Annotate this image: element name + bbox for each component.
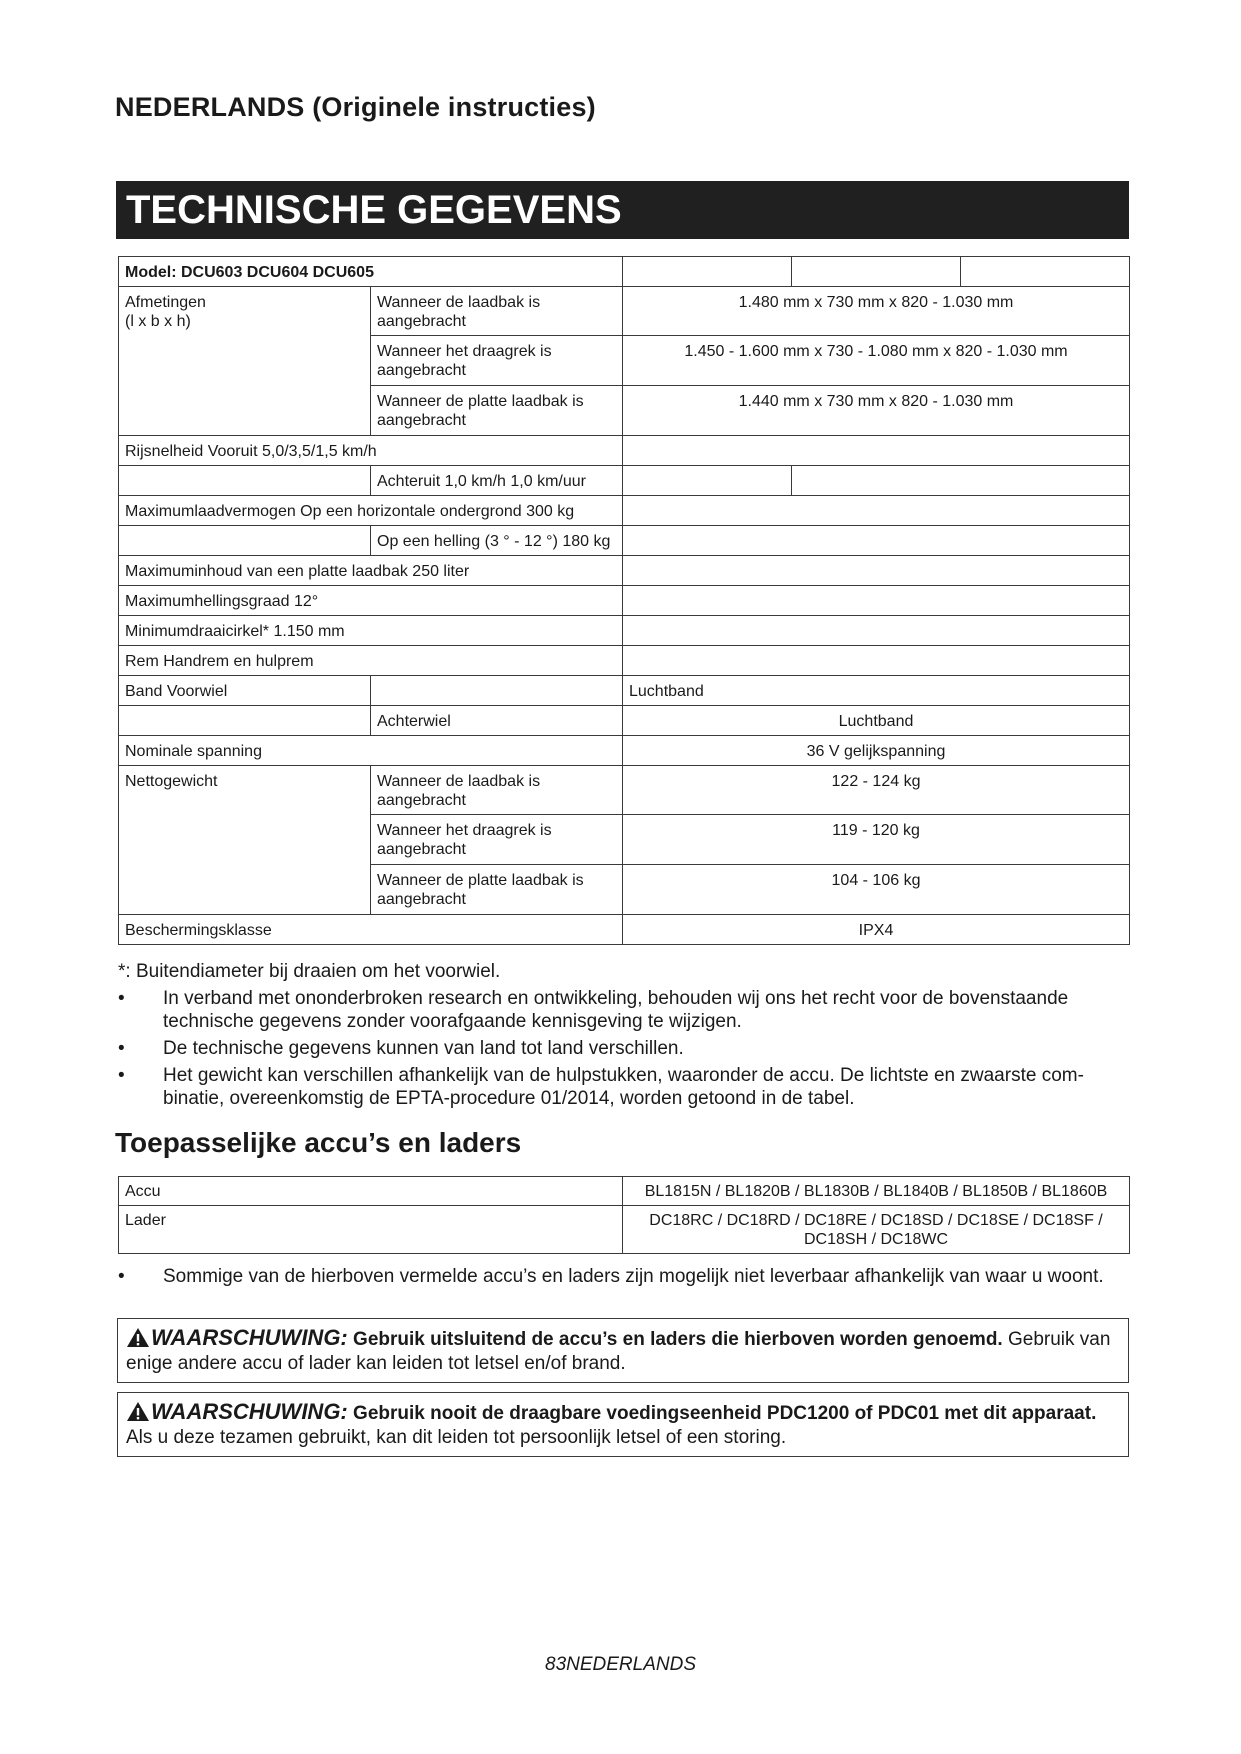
table-row [119, 556, 1130, 586]
dimensions-label: Afmetingen [125, 294, 206, 311]
charger-value: DC18RC / DC18RD / DC18RE / DC18SD / DC18SE / DC18SF / DC18SH / DC18WC [623, 1206, 1130, 1254]
warning-triangle-icon [126, 1327, 150, 1348]
table-row [119, 257, 1130, 287]
bullet-icon: • [118, 1065, 125, 1086]
empty-cell [371, 436, 623, 466]
list-item [118, 1064, 1128, 1110]
table-row [119, 616, 1130, 646]
empty-cell [623, 526, 1130, 556]
table-row [119, 526, 1130, 556]
table-row [119, 706, 1130, 736]
dimensions-label-cell [119, 287, 371, 436]
dimensions-value: 1.450 - 1.600 mm x 730 - 1.080 mm x 820 - 1.030 mm [623, 336, 1130, 386]
max-load-slope-cell: Op een helling (3 ° - 12 °) 180 kg [371, 526, 623, 556]
table-row [119, 1206, 1130, 1254]
page-footer: 83NEDERLANDS [545, 1654, 696, 1675]
weight-label: Nettogewicht [119, 766, 371, 915]
list-item [118, 1265, 1128, 1288]
dimensions-value: 1.440 mm x 730 mm x 820 - 1.030 mm [623, 386, 1130, 436]
weight-value: 104 - 106 kg [623, 865, 1130, 915]
speed-forward-cell: Rijsnelheid Vooruit 5,0/3,5/1,5 km/h [119, 436, 371, 466]
weight-condition: Wanneer het draagrek is aangebracht [371, 815, 623, 865]
brake-cell: Rem Handrem en hulprem [119, 646, 623, 676]
bullet-icon: • [118, 1038, 125, 1059]
warning-bold-text: Gebruik uitsluitend de accu’s en laders die hierboven worden genoemd. [353, 1329, 1003, 1350]
battery-value: BL1815N / BL1820B / BL1830B / BL1840B / BL1850B / BL1860B [623, 1177, 1130, 1206]
voltage-label: Nominale spanning [119, 736, 623, 766]
speed-reverse-cell: Achteruit 1,0 km/h 1,0 km/uur [371, 466, 623, 496]
empty-cell [623, 556, 1130, 586]
warning-title: WAARSCHUWING: [151, 1399, 348, 1424]
weight-condition: Wanneer de platte laadbak is aangebracht [371, 865, 623, 915]
notes-list [118, 987, 1128, 1114]
weight-condition: Wanneer de laadbak is aangebracht [371, 766, 623, 815]
table-row [119, 676, 1130, 706]
empty-cell [119, 706, 371, 736]
turning-circle-cell: Minimumdraaicirkel* 1.150 mm [119, 616, 623, 646]
specifications-table [118, 256, 1130, 945]
empty-cell [623, 616, 1130, 646]
footnote: *: Buitendiameter bij draaien om het voorwiel. [118, 961, 501, 982]
model-cell: Model: DCU603 DCU604 DCU605 [119, 257, 623, 287]
empty-cell [623, 466, 792, 496]
warning-bold-text: Gebruik nooit de draagbare voedingseenheid PDC1200 of PDC01 met dit apparaat. [353, 1403, 1097, 1424]
dimensions-condition: Wanneer de laadbak is aangebracht [371, 287, 623, 336]
empty-cell [119, 466, 371, 496]
list-item [118, 1037, 1128, 1060]
empty-cell [623, 646, 1130, 676]
charger-label: Lader [119, 1206, 623, 1254]
table-row [119, 915, 1130, 945]
empty-cell [792, 257, 961, 287]
list-item [118, 987, 1128, 1033]
tire-front-value: Luchtband [623, 676, 1130, 706]
empty-cell [119, 526, 371, 556]
tire-rear-value: Luchtband [623, 706, 1130, 736]
warning-triangle-icon [126, 1401, 150, 1422]
empty-cell [792, 466, 1130, 496]
battery-label: Accu [119, 1177, 623, 1206]
section-title-banner: TECHNISCHE GEGEVENS [116, 181, 1129, 239]
tire-rear-label: Achterwiel [371, 706, 623, 736]
empty-cell [623, 436, 1130, 466]
batteries-notes [118, 1265, 1128, 1292]
dimensions-condition: Wanneer het draagrek is aangebracht [371, 336, 623, 386]
weight-value: 122 - 124 kg [623, 766, 1130, 815]
language-header: NEDERLANDS (Originele instructies) [115, 92, 596, 122]
protection-value: IPX4 [623, 915, 1130, 945]
table-row [119, 646, 1130, 676]
batteries-table [118, 1176, 1130, 1254]
table-row [119, 287, 1130, 336]
table-row [119, 466, 1130, 496]
max-volume-cell: Maximuminhoud van een platte laadbak 250 liter [119, 556, 623, 586]
note-text: De technische gegevens kunnen van land tot land verschillen. [163, 1038, 684, 1059]
warning-title: WAARSCHUWING: [151, 1325, 348, 1350]
batteries-heading: Toepasselijke accu’s en laders [115, 1127, 522, 1158]
empty-cell [623, 257, 792, 287]
table-row [119, 436, 1130, 466]
empty-cell [623, 496, 1130, 526]
warning-text: Gebruik van enige andere accu of lader kan leiden tot letsel en/of brand. [126, 1329, 1111, 1374]
max-load-flat-cell: Maximumlaadvermogen Op een horizontale ondergrond 300 kg [119, 496, 371, 526]
weight-value: 119 - 120 kg [623, 815, 1130, 865]
empty-cell [371, 676, 623, 706]
table-row [119, 1177, 1130, 1206]
bullet-icon: • [118, 1266, 125, 1287]
max-grade-cell: Maximumhellingsgraad 12° [119, 586, 623, 616]
dimensions-value: 1.480 mm x 730 mm x 820 - 1.030 mm [623, 287, 1130, 336]
note-text: Sommige van de hierboven vermelde accu’s en laders zijn mogelijk niet leverbaar afhankelijk van waar u woont. [163, 1266, 1104, 1287]
empty-cell [961, 257, 1130, 287]
bullet-icon: • [118, 988, 125, 1009]
table-row [119, 496, 1130, 526]
empty-cell [623, 586, 1130, 616]
note-text: Het gewicht kan verschillen afhankelijk van de hulpstukken, waaronder de accu. De lichtste en zwaarste combinatie, overeenkomstig de EPTA-procedure 01/2014, worden getoond in de tabel. [163, 1065, 1084, 1109]
warning-text: Als u deze tezamen gebruikt, kan dit leiden tot persoonlijk letsel of een storing. [126, 1427, 787, 1448]
warning-box [117, 1318, 1129, 1383]
tire-front-label: Band Voorwiel [119, 676, 371, 706]
table-row [119, 736, 1130, 766]
dimensions-condition: Wanneer de platte laadbak is aangebracht [371, 386, 623, 436]
table-row [119, 766, 1130, 815]
dimensions-sublabel: (l x b x h) [125, 313, 191, 330]
note-text: In verband met ononderbroken research en ontwikkeling, behouden wij ons het recht voor de bovenstaande technische gegevens zonder voorafgaande kennisgeving te wijzigen. [163, 988, 1069, 1032]
warning-box [117, 1392, 1129, 1457]
table-row [119, 586, 1130, 616]
protection-label: Beschermingsklasse [119, 915, 623, 945]
voltage-value: 36 V gelijkspanning [623, 736, 1130, 766]
